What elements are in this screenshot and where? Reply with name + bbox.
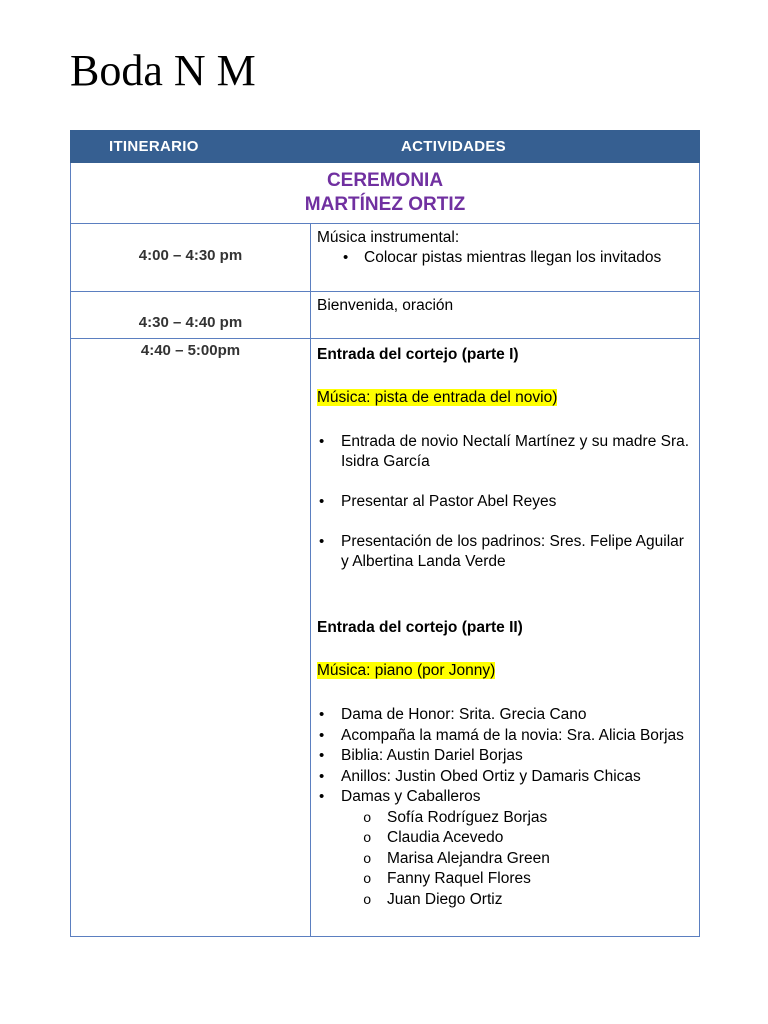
sub-list-item: o Sofía Rodríguez Borjas xyxy=(317,808,693,829)
part1-heading: Entrada del cortejo (parte I) xyxy=(317,346,519,363)
part1-music-note: Música: pista de entrada del novio) xyxy=(317,389,558,406)
row-activity xyxy=(311,224,700,292)
header-itinerario: ITINERARIO xyxy=(71,131,311,163)
ceremony-title xyxy=(71,163,700,224)
table-header-row xyxy=(71,131,700,163)
activity-heading: Música instrumental: xyxy=(317,229,460,246)
list-item: • Entrada de novio Nectalí Martínez y su madre Sra. Isidra García xyxy=(317,432,693,472)
list-item: • Presentación de los padrinos: Sres. Felipe Aguilar y Albertina Landa Verde xyxy=(317,532,693,572)
document-title: Boda N M xyxy=(70,46,256,95)
table-row xyxy=(71,224,700,292)
itinerary-table xyxy=(70,130,700,937)
list-item: • Presentar al Pastor Abel Reyes xyxy=(317,492,693,512)
list-item: • Anillos: Justin Obed Ortiz y Damaris Chicas xyxy=(317,767,693,788)
part2-heading: Entrada del cortejo (parte II) xyxy=(317,619,523,636)
list-item: • Dama de Honor: Srita. Grecia Cano xyxy=(317,705,693,726)
sub-list-item: o Marisa Alejandra Green xyxy=(317,849,693,870)
header-actividades: ACTIVIDADES xyxy=(311,131,700,163)
sub-list-item: o Claudia Acevedo xyxy=(317,828,693,849)
sub-list-item: o Fanny Raquel Flores xyxy=(317,869,693,890)
ceremony-title-line1: CEREMONIA xyxy=(326,170,444,191)
part2-list xyxy=(317,705,693,910)
row-time: 4:00 – 4:30 pm xyxy=(71,224,311,292)
sub-list-item: o Juan Diego Ortiz xyxy=(317,890,693,911)
list-item: • Acompaña la mamá de la novia: Sra. Alicia Borjas xyxy=(317,726,693,747)
part2-music-note: Música: piano (por Jonny) xyxy=(317,662,496,679)
ceremony-title-line2: MARTÍNEZ ORTIZ xyxy=(304,194,466,215)
part1-list xyxy=(317,432,693,572)
row-activity xyxy=(311,339,700,937)
row-time: 4:40 – 5:00pm xyxy=(71,339,311,937)
activity-list xyxy=(317,248,693,267)
row-activity xyxy=(311,292,700,339)
list-item: • Damas y Caballeros xyxy=(317,787,693,808)
ceremony-title-row xyxy=(71,163,700,224)
list-item: • Biblia: Austin Dariel Borjas xyxy=(317,746,693,767)
row-time: 4:30 – 4:40 pm xyxy=(71,292,311,339)
table-row xyxy=(71,292,700,339)
activity-heading: Bienvenida, oración xyxy=(317,297,454,314)
table-row xyxy=(71,339,700,937)
list-item: • Colocar pistas mientras llegan los invitados xyxy=(317,248,693,267)
